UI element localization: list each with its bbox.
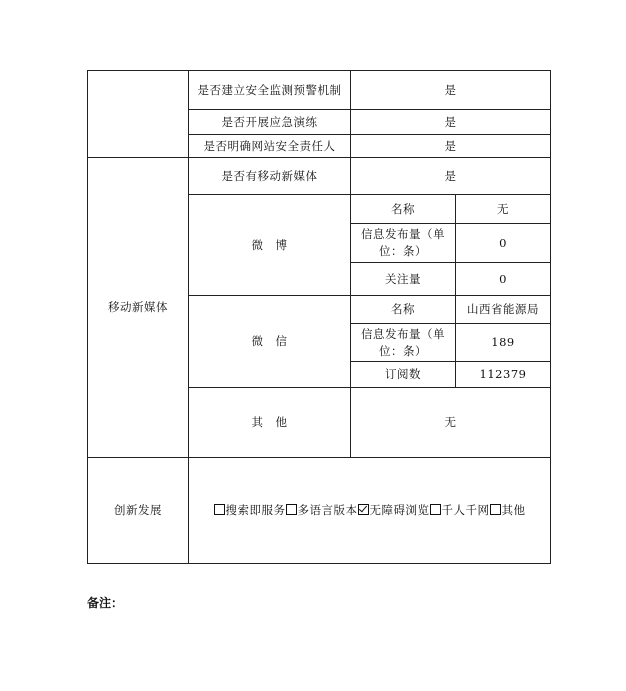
owner-value: 是	[351, 135, 551, 158]
checkbox-icon[interactable]	[214, 504, 225, 515]
option-other[interactable]: 其他	[490, 503, 526, 517]
weibo-count-label: 信息发布量（单位：条）	[351, 224, 456, 263]
report-table	[87, 70, 551, 564]
option-personalized[interactable]: 千人千网	[430, 503, 490, 517]
mobile-has-value: 是	[351, 158, 551, 195]
checkbox-checked-icon[interactable]	[358, 504, 369, 515]
option-search-service[interactable]: 搜索即服务	[214, 503, 286, 517]
weibo-count-value: 0	[456, 224, 551, 263]
wechat-sub-label: 订阅数	[351, 362, 456, 388]
checkbox-icon[interactable]	[490, 504, 501, 515]
checkbox-icon[interactable]	[430, 504, 441, 515]
wechat-label: 微 信	[189, 296, 351, 388]
wechat-sub-value: 112379	[456, 362, 551, 388]
other-value: 无	[351, 388, 551, 458]
mobile-has-label: 是否有移动新媒体	[189, 158, 351, 195]
note-label: 备注：	[87, 596, 124, 610]
blank-section-cell	[88, 71, 189, 158]
wechat-name-label: 名称	[351, 296, 456, 324]
wechat-name-value: 山西省能源局	[456, 296, 551, 324]
option-multilingual[interactable]: 多语言版本	[286, 503, 358, 517]
other-label: 其 他	[189, 388, 351, 458]
monitor-label: 是否建立安全监测预警机制	[189, 71, 351, 110]
owner-label: 是否明确网站安全责任人	[189, 135, 351, 158]
weibo-name-value: 无	[456, 195, 551, 224]
option-accessibility[interactable]: 无障碍浏览	[358, 503, 430, 517]
weibo-follow-value: 0	[456, 263, 551, 296]
checkbox-icon[interactable]	[286, 504, 297, 515]
wechat-count-value: 189	[456, 324, 551, 362]
weibo-name-label: 名称	[351, 195, 456, 224]
innovation-label: 创新发展	[88, 458, 189, 564]
mobile-section-label: 移动新媒体	[88, 158, 189, 458]
wechat-count-label: 信息发布量（单位：条）	[351, 324, 456, 362]
drill-value: 是	[351, 110, 551, 135]
weibo-label: 微 博	[189, 195, 351, 296]
drill-label: 是否开展应急演练	[189, 110, 351, 135]
monitor-value: 是	[351, 71, 551, 110]
weibo-follow-label: 关注量	[351, 263, 456, 296]
innovation-options	[189, 458, 551, 564]
